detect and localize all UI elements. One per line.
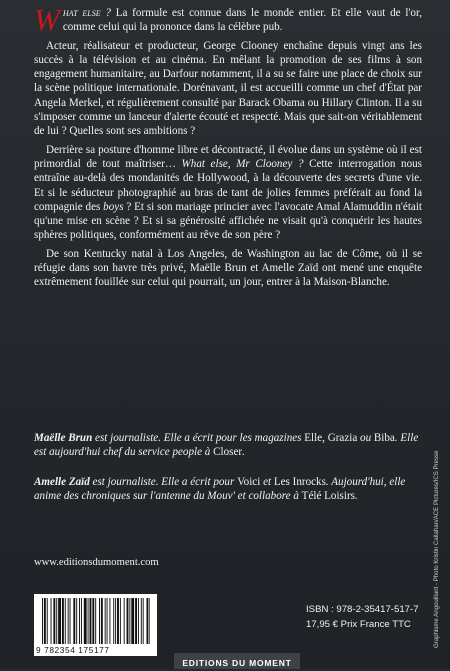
photo-credit: Graphisme Angouillant - Photo Kristin Callahan/ACE Pictures/ICS Presse — [433, 450, 440, 648]
blurb-text — [34, 2, 422, 294]
author-bio-zaid: Amelle Zaïd est journaliste. Elle a écrit pour Voici et Les Inrocks. Aujourd'hui, elle anime des chroniques sur l'antenne du Mouv' et collabore à Télé Loisirs. — [34, 476, 406, 503]
paragraph-investigation: De son Kentucky natal à Los Angeles, de Washington au lac de Côme, où il se réfugie dans son havre très privé, Maëlle Brun et Amelle Zaïd ont mené une enquête extrêmement fouillée sur celui qui pourrait, un jour, entrer à la Maison-Blanche. — [34, 247, 422, 289]
barcode — [34, 594, 157, 656]
publisher-website[interactable]: www.editionsdumoment.com — [34, 557, 159, 568]
barcode-icon — [42, 598, 150, 644]
isbn-number: ISBN : 978-2-35417-517-7 — [306, 604, 419, 615]
barcode-number: 9 782354 175177 — [36, 645, 110, 655]
paragraph-career: Acteur, réalisateur et producteur, George Clooney enchaîne depuis vingt ans les succès à la télévision et au cinéma. En mêlant la promotion de ses films à son engagement humanitaire, au Darfour notamment, il a su se faire une place de choix sur la scène politique internationale. Dorénavant, il est accueilli comme un chef d'État par Angela Merkel, et régulièrement consulté par Barack Obama ou Hillary Clinton. Il a su s'imposer comme un lanceur d'alerte écouté et respecté. Mais que sait-on véritablement de lui ? Quelles sont ses ambitions ? — [34, 39, 422, 138]
author-name: Amelle Zaïd — [34, 476, 90, 488]
intro-lead: hat else ? — [62, 7, 111, 19]
author-name: Maëlle Brun — [34, 432, 93, 444]
intro-paragraph — [34, 2, 422, 37]
publisher-band — [174, 653, 300, 669]
drop-cap-letter: W — [34, 2, 60, 37]
intro-rest: La formule est connue dans le monde entier. Et elle vaut de l'or, comme celui qui la prononce dans la célèbre pub. — [62, 7, 422, 34]
author-bio-brun: Maëlle Brun est journaliste. Elle a écrit pour les magazines Elle, Grazia ou Biba. Elle est aujourd'hui chef du service people à Closer. — [34, 432, 419, 459]
publisher-name: EDITIONS DU MOMENT — [182, 658, 292, 668]
price-label: 17,95 € Prix France TTC — [306, 619, 411, 630]
paragraph-questions: Derrière sa posture d'homme libre et décontracté, il évolue dans un système où il est primordial de tout maîtriser… What else, Mr Clooney ? Cette interrogation nous entraîne au-delà des mondanités de Hollywood, à la découverte des secrets d'une vie. Et si le séducteur photographié au bras de tant de jolies femmes préférait au fond la compagnie des boys ? Et si son mariage princier avec l'avocate Amal Alamuddin n'était qu'une mise en scène ? Et si sa générosité affichée ne visait qu'à conquérir les hautes sphères politiques, conformément au rêve de son père ? — [34, 143, 422, 242]
isbn-block — [306, 602, 419, 632]
